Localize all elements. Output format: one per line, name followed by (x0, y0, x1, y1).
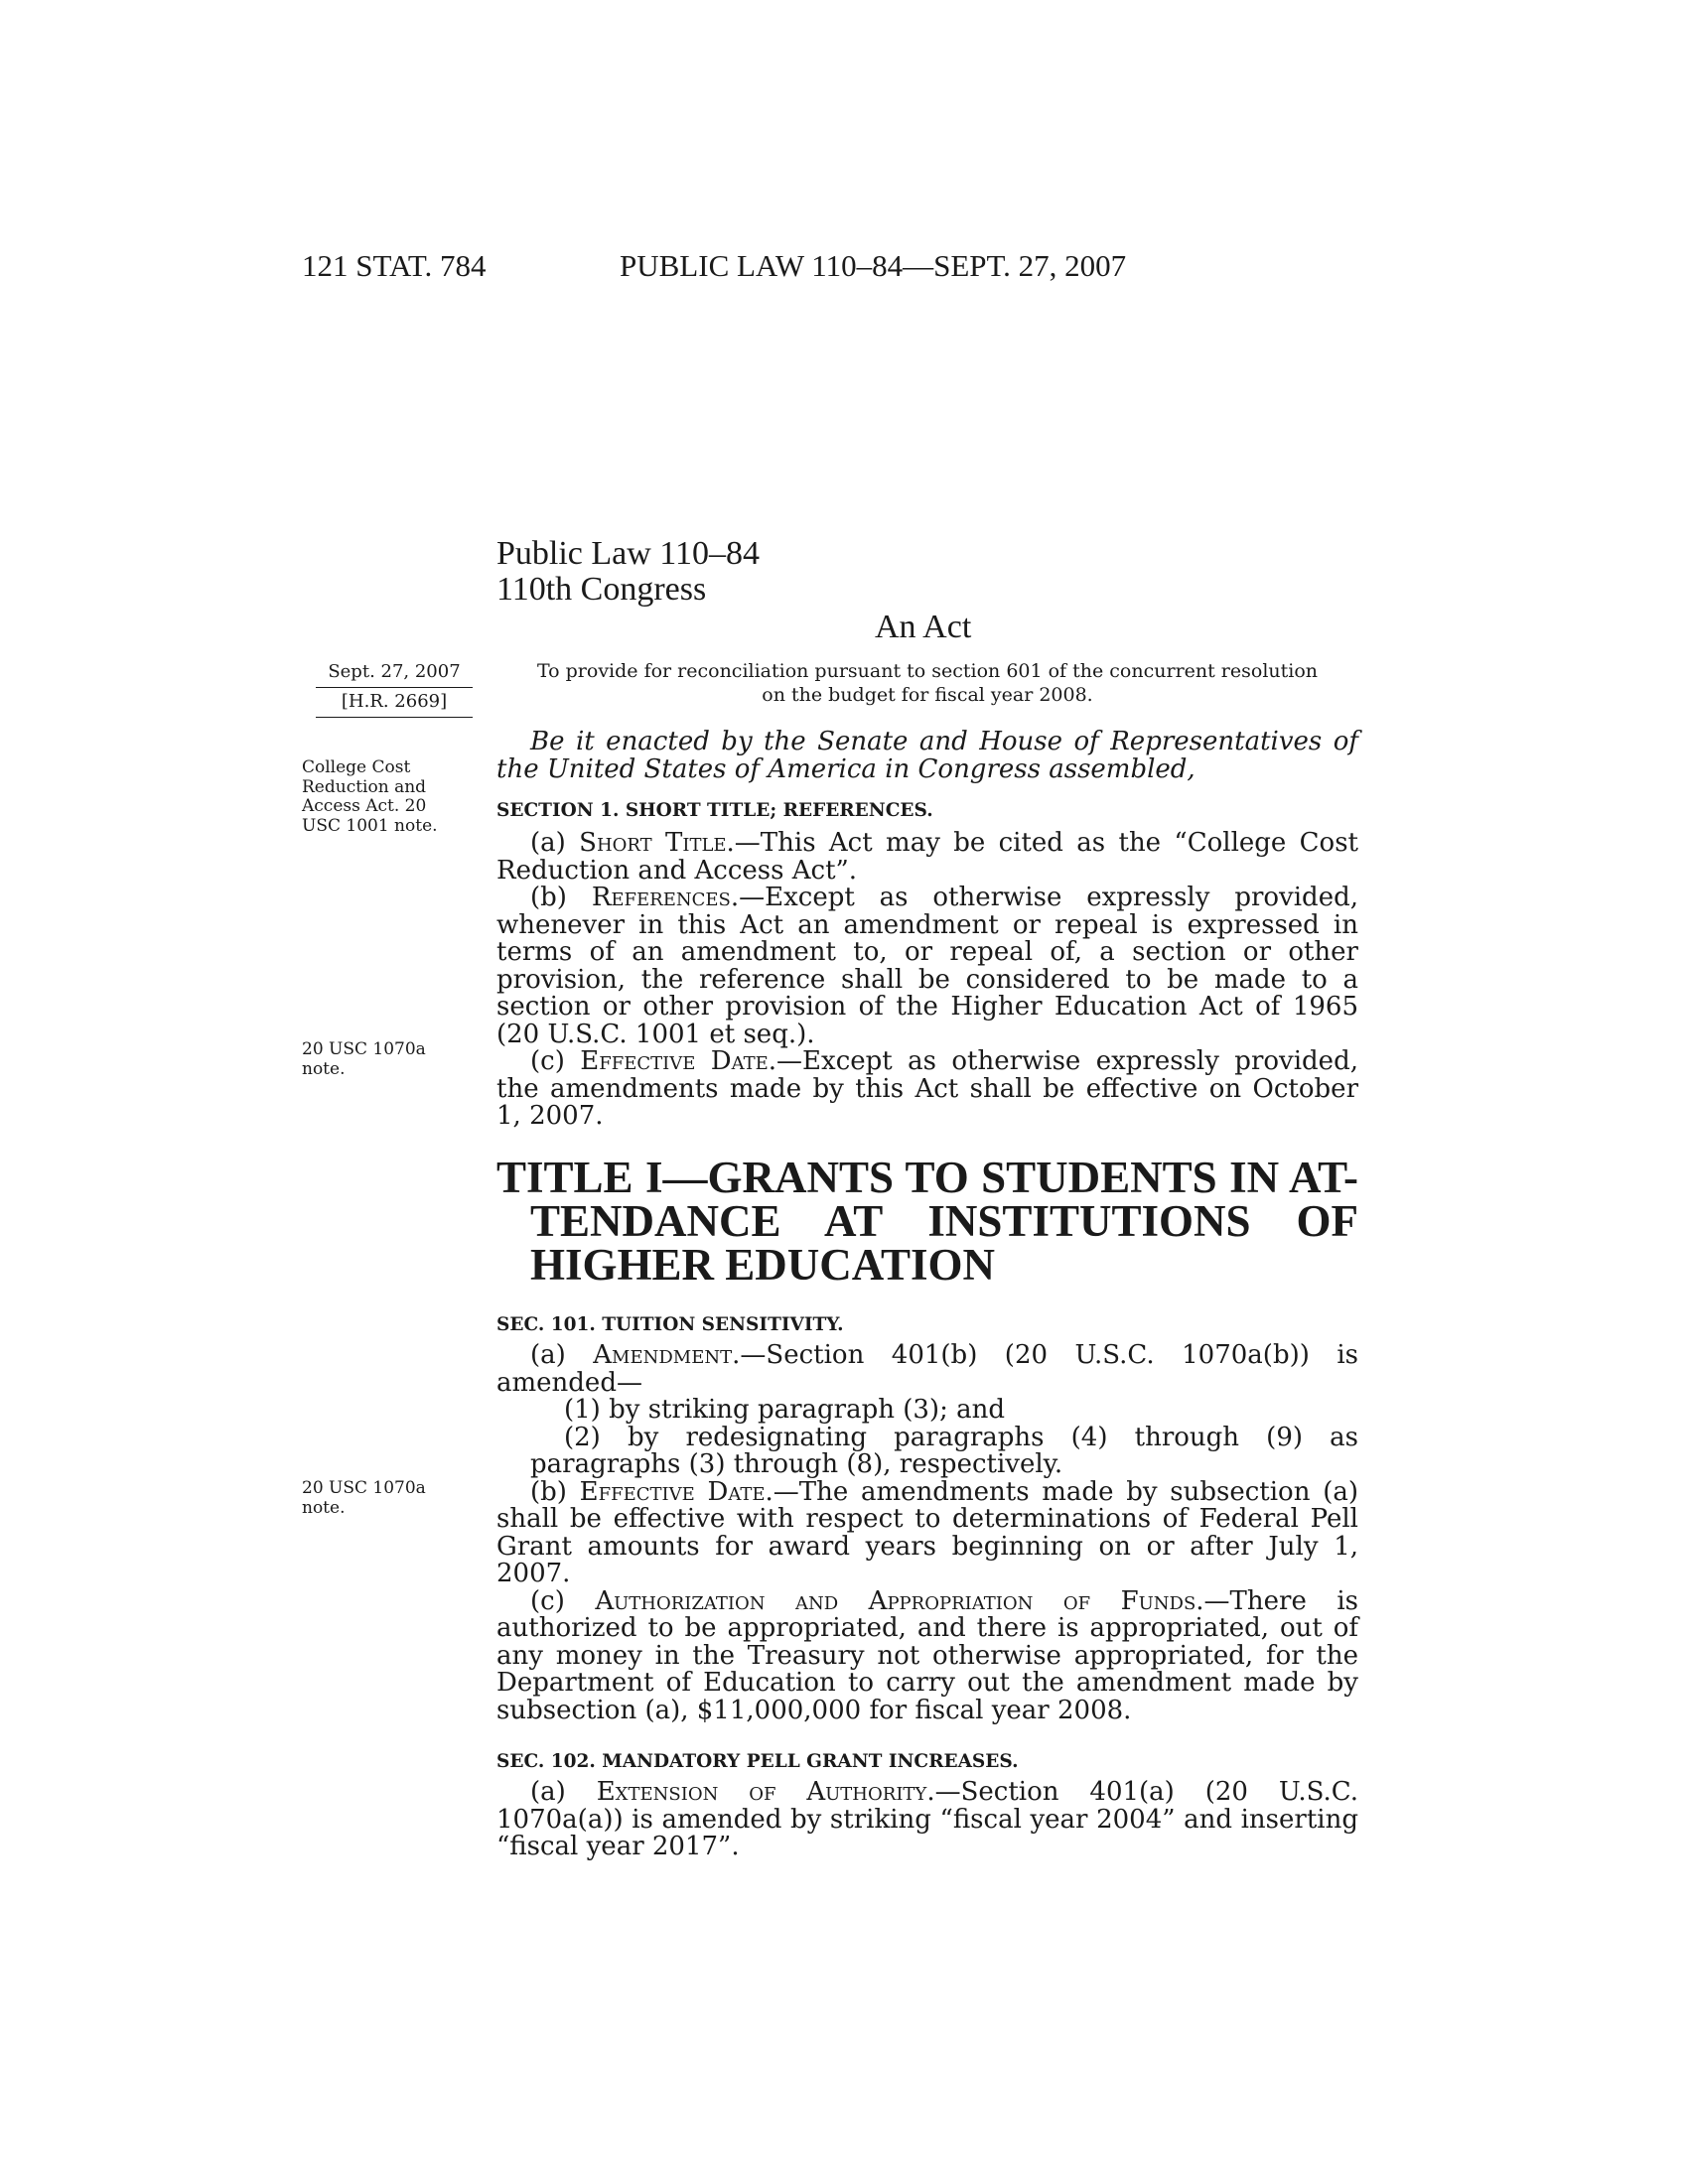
sec-101-a: (a) Amendment.—Section 401(b) (20 U.S.C. 1070a(b)) is amended— (496, 1340, 1358, 1398)
margin-note-effective-date: 20 USC 1070a note. (302, 1039, 426, 1079)
sec-102-body (496, 1779, 1358, 1861)
section-1-a: (a) Short Title.—This Act may be cited as the “College Cost Reduction and Access Act”. (496, 828, 1358, 886)
sec-101-b: (b) Effective Date.—The amendments made by subsection (a) shall be effective with respect to determinations of Federal Pell Grant amounts for award years beginning on or after July 1, 2007. (496, 1476, 1358, 1588)
section-1-body (496, 830, 1358, 1131)
sec-101-body (496, 1342, 1358, 1724)
sec-101-heading: SEC. 101. TUITION SENSITIVITY. (496, 1314, 844, 1335)
margin-note-sec101-effective: 20 USC 1070a note. (302, 1478, 426, 1518)
congress: 110th Congress (496, 571, 707, 608)
act-purpose-line2: on the budget for fiscal year 2008. (762, 684, 1093, 706)
running-title: PUBLIC LAW 110–84—SEPT. 27, 2007 (620, 248, 1127, 283)
sec-101-a-1: (1) by striking paragraph (3); and (564, 1395, 1005, 1425)
page-reference: 121 STAT. 784 (302, 248, 487, 283)
act-heading: An Act (875, 609, 972, 645)
enactment-date: Sept. 27, 2007 (328, 661, 461, 682)
title-i-heading: TITLE I—GRANTS TO STUDENTS IN AT- TENDANCE AT INSTITUTIONS OF HIGHER EDUCATION (496, 1153, 1358, 1290)
section-1-b: (b) References.—Except as otherwise expressly provided, whenever in this Act an amendment or repeal is expressed in terms of an amendment to, or repeal of, a section or other provision, the reference shall be considered to be made to a section or other provision of the Higher Education Act of 1965 (20 U.S.C. 1001 et seq.). (496, 883, 1358, 1049)
margin-note-short-title: College Cost Reduction and Access Act. 20 USC 1001 note. (302, 757, 438, 836)
act-purpose-line1: To provide for reconciliation pursuant to section 601 of the concurrent resolution (536, 660, 1319, 682)
sec-102-heading: SEC. 102. MANDATORY PELL GRANT INCREASES. (496, 1751, 1019, 1772)
sec-102-a: (a) Extension of Authority.—Section 401(a) (20 U.S.C. 1070a(a)) is amended by striking “fiscal year 2004” and inserting “fiscal year 2017”. (496, 1777, 1359, 1861)
margin-rule-bottom (316, 717, 473, 718)
section-1-c: (c) Effective Date.—Except as otherwise expressly provided, the amendments made by this Act shall be effective on October 1, 2007. (496, 1046, 1358, 1131)
enacting-clause: Be it enacted by the Senate and House of Representatives of the United States of America in Congress assembled, (496, 727, 1358, 784)
sec-101-c: (c) Authorization and Appropriation of Funds.—There is authorized to be appropriated, and there is appropriated, out of any money in the Treasury not otherwise appropriated, for the Department of Education to carry out the amendment made by subsection (a), $11,000,000 for fiscal year 2008. (496, 1585, 1358, 1725)
law-number: Public Law 110–84 (496, 535, 761, 572)
act-purpose (496, 659, 1358, 707)
bill-number: [H.R. 2669] (341, 691, 448, 712)
sec-101-a-2: (2) by redesignating paragraphs (4) through (9) as paragraphs (3) through (8), respectively. (530, 1422, 1358, 1479)
section-1-heading: SECTION 1. SHORT TITLE; REFERENCES. (496, 800, 933, 821)
margin-rule-top (316, 687, 473, 688)
